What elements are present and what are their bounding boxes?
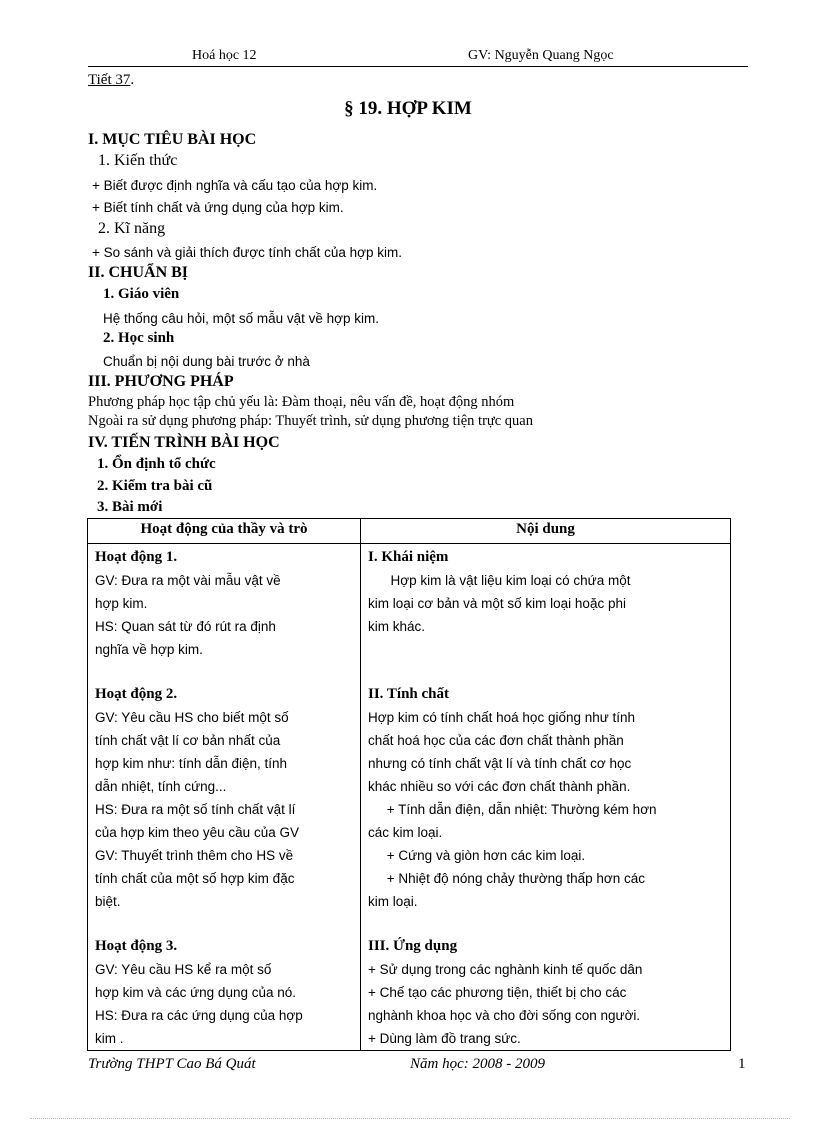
content-cell	[361, 544, 731, 1051]
activity-line: HS: Đưa ra các ứng dụng của hợp	[95, 1008, 303, 1023]
activity-line: hợp kim.	[95, 596, 148, 611]
content-line: + Sử dụng trong các nghành kinh tế quốc dân	[368, 962, 643, 977]
section-1-heading: I. MỤC TIÊU BÀI HỌC	[88, 131, 257, 148]
activity-line: kim .	[95, 1031, 124, 1046]
content-line: + Nhiệt độ nóng chảy thường thấp hơn các	[368, 871, 646, 886]
section-1-sub1: 1. Kiến thức	[98, 152, 178, 169]
section-2-text: Hệ thống câu hỏi, một số mẫu vật về hợp kim.	[103, 311, 379, 326]
content-title: II. Tính chất	[368, 686, 450, 702]
activity-title: Hoạt động 1.	[95, 549, 178, 565]
content-line: + Cứng và giòn hơn các kim loại.	[368, 848, 586, 863]
activity-line: nghĩa về hợp kim.	[95, 642, 203, 657]
activity-line: biệt.	[95, 894, 121, 909]
lesson-activity-table	[87, 518, 731, 1051]
section-1-sub2: 2. Kĩ năng	[98, 220, 166, 237]
activity-line: hợp kim và các ứng dụng của nó.	[95, 985, 297, 1000]
page-number: 1	[738, 1056, 746, 1072]
section-1-line: + So sánh và giải thích được tính chất của hợp kim.	[92, 245, 403, 260]
content-title: III. Ứng dụng	[368, 938, 458, 954]
content-line: Hợp kim có tính chất hoá học giống như tính	[368, 710, 636, 725]
lesson-title: § 19. HỢP KIM	[344, 98, 472, 119]
activity-line: của hợp kim theo yêu cầu của GV	[95, 825, 299, 840]
activity-line: HS: Quan sát từ đó rút ra định	[95, 619, 276, 634]
activity-line: tính chất của một số hợp kim đặc	[95, 871, 295, 886]
footer-school: Trường THPT Cao Bá Quát	[88, 1056, 256, 1072]
column-header-content: Nội dung	[361, 519, 731, 544]
activity-line: dẫn nhiệt, tính cứng...	[95, 779, 227, 794]
footer-year: Năm học: 2008 - 2009	[410, 1056, 545, 1072]
content-line: + Dùng làm đồ trang sức.	[368, 1031, 521, 1046]
content-line: kim khác.	[368, 619, 426, 634]
section-4-item: 1. Ổn định tổ chức	[97, 456, 216, 472]
header-teacher: GV: Nguyễn Quang Ngọc	[468, 48, 614, 63]
activity-line: GV: Yêu cầu HS kể ra một số	[95, 962, 272, 977]
section-4-heading: IV. TIẾN TRÌNH BÀI HỌC	[88, 434, 280, 451]
content-title: I. Khái niệm	[368, 549, 449, 565]
activity-line: GV: Đưa ra một vài mẫu vật về	[95, 573, 281, 588]
activity-title: Hoạt động 3.	[95, 938, 178, 954]
page-header	[88, 48, 748, 67]
section-4-item: 2. Kiểm tra bài cũ	[97, 478, 213, 494]
content-line: các kim loại.	[368, 825, 443, 840]
content-line: kim loại.	[368, 894, 418, 909]
table-header-row	[88, 519, 731, 544]
content-line: + Tính dẫn điện, dẫn nhiệt: Thường kém hơn	[368, 802, 657, 817]
lesson-number-text: Tiết 37	[88, 72, 131, 88]
content-line: + Chế tạo các phương tiện, thiết bị cho các	[368, 985, 627, 1000]
section-3-heading: III. PHƯƠNG PHÁP	[88, 373, 234, 390]
content-line: nhưng có tính chất vật lí và tính chất cơ học	[368, 756, 632, 771]
column-header-activities: Hoạt động của thầy và trò	[88, 519, 361, 544]
section-2-text: Chuẩn bị nội dung bài trước ở nhà	[103, 354, 310, 369]
section-3-line: Phương pháp học tập chủ yếu là: Đàm thoại, nêu vấn đề, hoạt động nhóm	[88, 394, 515, 410]
activity-line: hợp kim như: tính dẫn điện, tính	[95, 756, 288, 771]
activity-cell	[88, 544, 361, 1051]
section-2-sub2: 2. Học sinh	[103, 330, 175, 346]
section-1-line: + Biết tính chất và ứng dụng của hợp kim.	[92, 200, 344, 215]
section-2-sub1: 1. Giáo viên	[103, 286, 180, 302]
section-1-line: + Biết được định nghĩa và cấu tạo của hợp kim.	[92, 178, 378, 193]
content-line: Hợp kim là vật liệu kim loại có chứa một	[368, 573, 631, 588]
lesson-number: Tiết 37.	[88, 72, 135, 88]
activity-line: tính chất vật lí cơ bản nhất của	[95, 733, 281, 748]
section-2-heading: II. CHUẨN BỊ	[88, 264, 189, 281]
table-row	[88, 544, 731, 1051]
header-subject: Hoá học 12	[192, 48, 257, 63]
section-3-line: Ngoài ra sử dụng phương pháp: Thuyết trình, sử dụng phương tiện trực quan	[88, 413, 533, 429]
activity-line: HS: Đưa ra một số tính chất vật lí	[95, 802, 296, 817]
activity-line: GV: Thuyết trình thêm cho HS về	[95, 848, 294, 863]
section-4-item: 3. Bài mới	[97, 499, 163, 515]
page-bottom-divider	[30, 1118, 790, 1119]
content-line: nghành khoa học và cho đời sống con người.	[368, 1008, 641, 1023]
activity-line: GV: Yêu cầu HS cho biết một số	[95, 710, 289, 725]
content-line: chất hoá học của các đơn chất thành phần	[368, 733, 624, 748]
content-line: khác nhiều so với các đơn chất thành phần.	[368, 779, 631, 794]
activity-title: Hoạt động 2.	[95, 686, 178, 702]
content-line: kim loại cơ bản và một số kim loại hoặc phi	[368, 596, 626, 611]
